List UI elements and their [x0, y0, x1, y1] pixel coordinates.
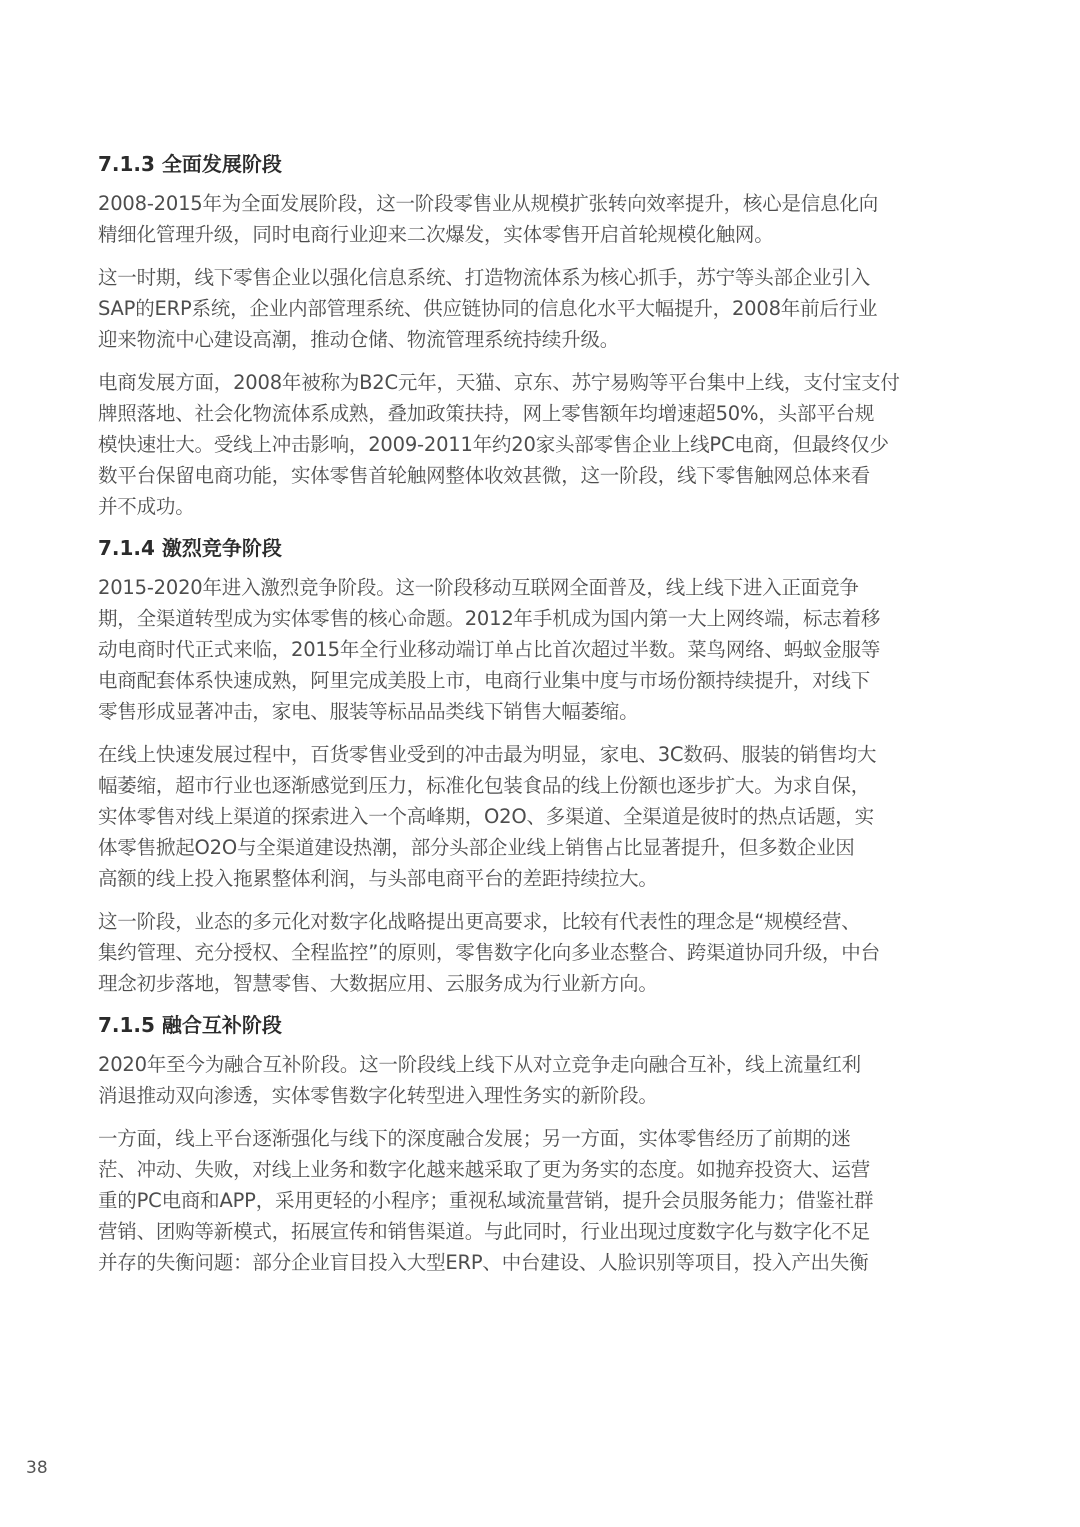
text-line: 电商发展方面，2008年被称为B2C元年，天猫、京东、苏宁易购等平台集中上线，支付宝支付	[98, 371, 900, 394]
section-7-1-3	[98, 150, 900, 522]
paragraph	[98, 367, 900, 522]
text-line: SAP的ERP系统，企业内部管理系统、供应链协同的信息化水平大幅提升，2008年前后行业	[98, 297, 878, 320]
section-title: 7.1.5 融合互补阶段	[98, 1013, 282, 1037]
text-line: 体零售掀起O2O与全渠道建设热潮，部分头部企业线上销售占比显著提升，但多数企业因	[98, 836, 855, 859]
text-line: 精细化管理升级，同时电商行业迎来二次爆发，实体零售开启首轮规模化触网。	[98, 223, 774, 246]
text-line: 高额的线上投入拖累整体利润，与头部电商平台的差距持续拉大。	[98, 867, 658, 890]
text-line: 在线上快速发展过程中，百货零售业受到的冲击最为明显，家电、3C数码、服装的销售均大	[98, 743, 877, 766]
text-line: 实体零售对线上渠道的探索进入一个高峰期，O2O、多渠道、全渠道是彼时的热点话题，实	[98, 805, 874, 828]
paragraph	[98, 262, 888, 355]
text-line: 这一阶段，业态的多元化对数字化战略提出更高要求，比较有代表性的理念是“规模经营、	[98, 910, 861, 933]
section-title: 7.1.4 激烈竞争阶段	[98, 536, 282, 560]
text-line: 幅萎缩，超市行业也逐渐感觉到压力，标准化包装食品的线上份额也逐步扩大。为求自保，	[98, 774, 871, 797]
text-line: 这一时期，线下零售企业以强化信息系统、打造物流体系为核心抓手，苏宁等头部企业引入	[98, 266, 871, 289]
text-line: 重的PC电商和APP，采用更轻的小程序；重视私域流量营销，提升会员服务能力；借鉴社群	[98, 1189, 874, 1212]
text-line: 理念初步落地，智慧零售、大数据应用、云服务成为行业新方向。	[98, 972, 658, 995]
paragraph	[98, 739, 888, 894]
text-line: 消退推动双向渗透，实体零售数字化转型进入理性务实的新阶段。	[98, 1084, 658, 1107]
section-7-1-5	[98, 1011, 888, 1278]
paragraph	[98, 1123, 888, 1278]
text-line: 牌照落地、社会化物流体系成熟，叠加政策扶持，网上零售额年均增速超50%，头部平台规	[98, 402, 875, 425]
section-7-1-4	[98, 534, 888, 999]
text-line: 集约管理、充分授权、全程监控”的原则，零售数字化向多业态整合、跨渠道协同升级，中台	[98, 941, 880, 964]
text-line: 数平台保留电商功能，实体零售首轮触网整体收效甚微，这一阶段，线下零售触网总体来看	[98, 464, 871, 487]
paragraph	[98, 188, 888, 250]
text-line: 零售形成显著冲击，家电、服装等标品品类线下销售大幅萎缩。	[98, 700, 639, 723]
page-number: 38	[26, 1458, 48, 1478]
text-line: 模快速壮大。受线上冲击影响，2009-2011年约20家头部零售企业上线PC电商，但最终仅少	[98, 433, 889, 456]
paragraph	[98, 1049, 888, 1111]
text-line: 电商配套体系快速成熟，阿里完成美股上市，电商行业集中度与市场份额持续提升，对线下	[98, 669, 871, 692]
paragraph	[98, 572, 888, 727]
text-line: 2020年至今为融合互补阶段。这一阶段线上线下从对立竞争走向融合互补，线上流量红利	[98, 1053, 861, 1076]
text-line: 营销、团购等新模式，拓展宣传和销售渠道。与此同时，行业出现过度数字化与数字化不足	[98, 1220, 871, 1243]
text-line: 一方面，线上平台逐渐强化与线下的深度融合发展；另一方面，实体零售经历了前期的迷	[98, 1127, 851, 1150]
paragraph	[98, 906, 888, 999]
text-line: 迎来物流中心建设高潮，推动仓储、物流管理系统持续升级。	[98, 328, 620, 351]
text-line: 2015-2020年进入激烈竞争阶段。这一阶段移动互联网全面普及，线上线下进入正面竞争	[98, 576, 859, 599]
section-title: 7.1.3 全面发展阶段	[98, 152, 282, 176]
text-line: 并存的失衡问题：部分企业盲目投入大型ERP、中台建设、人脸识别等项目，投入产出失衡	[98, 1251, 869, 1274]
text-line: 茫、冲动、失败，对线上业务和数字化越来越采取了更为务实的态度。如抛弃投资大、运营	[98, 1158, 871, 1181]
page-content	[98, 150, 900, 1290]
text-line: 动电商时代正式来临，2015年全行业移动端订单占比首次超过半数。菜鸟网络、蚂蚁金服等	[98, 638, 881, 661]
text-line: 并不成功。	[98, 495, 195, 518]
text-line: 期，全渠道转型成为实体零售的核心命题。2012年手机成为国内第一大上网终端，标志着移	[98, 607, 881, 630]
text-line: 2008-2015年为全面发展阶段，这一阶段零售业从规模扩张转向效率提升，核心是信息化向	[98, 192, 878, 215]
